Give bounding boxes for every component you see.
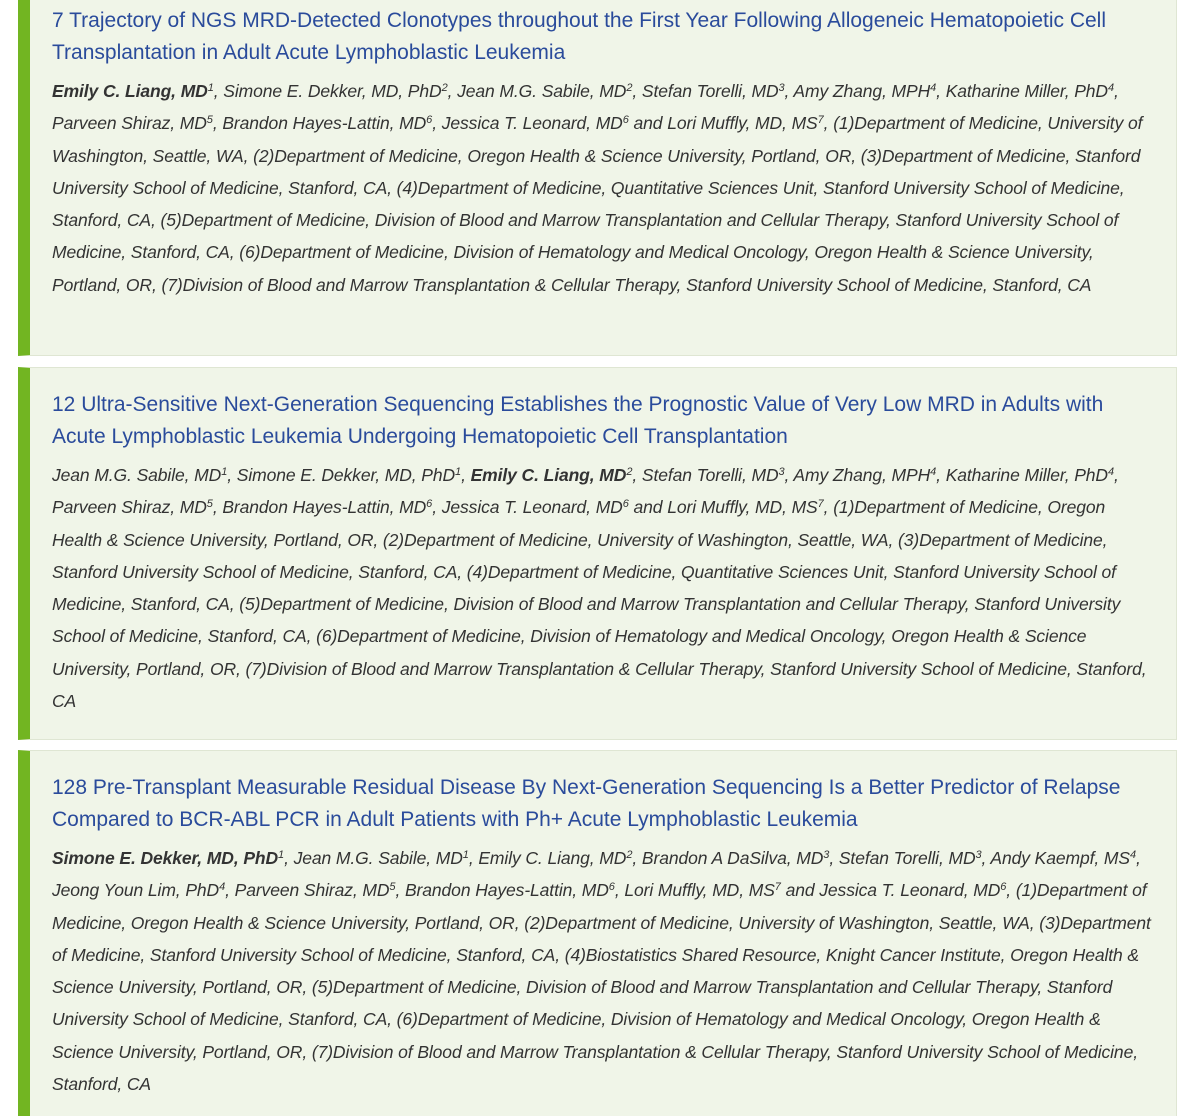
author-name: Simone E. Dekker, MD, PhD xyxy=(236,465,456,485)
author-name: Stefan Torelli, MD xyxy=(838,848,976,868)
author-name: Jean M.G. Sabile, MD xyxy=(457,81,627,101)
author-name: Lori Muffly, MD, MS xyxy=(624,880,775,901)
affiliations-text: (1)Department of Medicine, Oregon Health & Science University, Portland, OR, (2)Department of Medicine, University of Washington, Seattle, WA, (3)Department of Medicine, Stanford University School of Medicine, Stanford, CA, (4)Department of Medicine, Quantitative Sciences Unit, Stanford University School of Medicine, Stanford, CA, (5)Department of Medicine, Division of Blood and Marrow Transplantation and Cellular Therapy, Stanford University School of Medicine, Stanford, CA, (6)Department of Medicine, Division of Hematology and Medical Oncology, Oregon Health & Science University, Portland, OR, (7)Division of Blood and Marrow Transplantation & Cellular Therapy, Stanford University School of Medicine, Stanford, CA xyxy=(52,497,1147,712)
author-name: Simone E. Dekker, MD, PhD xyxy=(52,848,279,868)
affiliation-index: 4 xyxy=(1129,849,1136,861)
abstract-title-link[interactable]: 7 Trajectory of NGS MRD-Detected Clonotypes throughout the First Year Following Allogeneic Hematopoietic Cell Transplantation in Adult Acute Lymphoblastic Leukemia xyxy=(52,9,1107,64)
author-name: Brandon Hayes-Lattin, MD xyxy=(404,880,609,901)
author-separator: and xyxy=(628,497,668,518)
author-separator: , xyxy=(284,848,294,868)
author-separator: , xyxy=(829,848,839,868)
author-name: Stefan Torelli, MD xyxy=(641,81,779,101)
author-name: Jessica T. Leonard, MD xyxy=(441,497,623,518)
author-name: Jessica T. Leonard, MD xyxy=(819,880,1001,901)
author-name: Stefan Torelli, MD xyxy=(641,465,779,485)
author-separator: , xyxy=(614,880,625,901)
affiliation-index: 3 xyxy=(975,849,982,861)
affiliation-index: 7 xyxy=(817,498,824,511)
abstract-title-link[interactable]: 12 Ultra-Sensitive Next-Generation Sequencing Establishes the Prognostic Value of Very Low MRD in Adults with Acute Lymphoblastic Leukemia Undergoing Hematopoietic Cell Transplantation xyxy=(52,393,1104,448)
author-separator: , xyxy=(395,880,405,901)
author-separator: , xyxy=(1114,465,1119,485)
author-name: Jean M.G. Sabile, MD xyxy=(52,465,222,485)
author-name: Katharine Miller, PhD xyxy=(945,465,1108,485)
author-separator: , xyxy=(432,497,442,518)
affiliation-index: 1 xyxy=(462,849,469,861)
affiliation-index: 1 xyxy=(207,82,214,94)
affiliations-text: (1)Department of Medicine, University of Washington, Seattle, WA, (2)Department of Medicine, Oregon Health & Science University, Portland, OR, (3)Department of Medicine, Stanford University School of Medicine, Stanford, CA, (4)Department of Medicine, Quantitative Sciences Unit, Stanford University School of Medicine, Stanford, CA, (5)Department of Medicine, Division of Blood and Marrow Transplantation and Cellular Therapy, Stanford University School of Medicine, Stanford, CA, (6)Department of Medicine, Division of Hematology and Medical Oncology, Oregon Health & Science University, Portland, OR, (7)Division of Blood and Marrow Transplantation & Cellular Therapy, Stanford University School of Medicine, Stanford, CA xyxy=(52,113,1143,295)
abstract-title-link[interactable]: 128 Pre-Transplant Measurable Residual Disease By Next-Generation Sequencing Is a Better Predictor of Relapse Compared to BCR-ABL PCR in Adult Patients with Ph+ Acute Lymphoblastic Leukemia xyxy=(52,776,1121,831)
author-name: Lori Muffly, MD, MS xyxy=(667,113,818,134)
affiliations-text: (1)Department of Medicine, Oregon Health & Science University, Portland, OR, (2)Department of Medicine, University of Washington, Seattle, WA, (3)Department of Medicine, Stanford University School of Medicine, Stanford, CA, (4)Biostatistics Shared Resource, Knight Cancer Institute, Oregon Health & Science University, Portland, OR, (5)Department of Medicine, Division of Blood and Marrow Transplantation and Cellular Therapy, Stanford University School of Medicine, Stanford, CA, (6)Department of Medicine, Division of Hematology and Medical Oncology, Oregon Health & Science University, Portland, OR, (7)Division of Blood and Marrow Transplantation & Cellular Therapy, Stanford University School of Medicine, Stanford, CA xyxy=(52,880,1151,1095)
author-name: Katharine Miller, PhD xyxy=(945,81,1108,101)
affiliation-index: 7 xyxy=(817,114,824,127)
affiliation-index: 2 xyxy=(626,849,633,861)
author-list xyxy=(52,842,1158,1100)
affiliation-index: 7 xyxy=(774,881,781,894)
affiliation-index: 4 xyxy=(1107,466,1114,478)
author-separator: , xyxy=(823,113,834,134)
author-separator: , xyxy=(212,497,223,518)
abstract-card xyxy=(18,750,1177,1116)
affiliation-index: 4 xyxy=(930,82,937,94)
affiliation-index: 5 xyxy=(389,881,396,894)
author-name: Parveen Shiraz, MD xyxy=(52,497,207,518)
author-name: Brandon Hayes-Lattin, MD xyxy=(222,497,427,518)
author-separator: , xyxy=(227,465,237,485)
affiliation-index: 2 xyxy=(626,466,633,478)
author-separator: , xyxy=(468,848,479,868)
author-name: Brandon Hayes-Lattin, MD xyxy=(222,113,427,134)
affiliation-index: 2 xyxy=(441,82,448,94)
author-name: Amy Zhang, MPH xyxy=(793,465,931,485)
affiliation-index: 1 xyxy=(455,466,462,478)
affiliation-index: 6 xyxy=(426,114,433,127)
author-name: Jean M.G. Sabile, MD xyxy=(293,848,463,868)
author-separator: , xyxy=(1006,880,1016,901)
author-list xyxy=(52,459,1158,717)
affiliation-index: 5 xyxy=(206,114,213,127)
author-name: Brandon A DaSilva, MD xyxy=(641,848,824,868)
author-separator: , xyxy=(447,81,458,101)
author-separator: , xyxy=(632,465,642,485)
author-separator: , xyxy=(936,81,946,101)
affiliation-index: 4 xyxy=(219,881,226,894)
author-name: Jeong Youn Lim, PhD xyxy=(52,880,220,901)
affiliation-index: 6 xyxy=(622,114,629,127)
abstract-card xyxy=(18,0,1177,356)
author-separator: , xyxy=(823,497,834,518)
affiliation-index: 6 xyxy=(608,881,615,894)
author-name: Simone E. Dekker, MD, PhD xyxy=(223,81,442,101)
author-name: Parveen Shiraz, MD xyxy=(234,880,390,901)
affiliation-index: 6 xyxy=(1000,881,1007,894)
author-separator: , xyxy=(632,81,642,101)
affiliation-index: 3 xyxy=(778,466,785,478)
author-separator: , xyxy=(213,81,224,101)
affiliation-index: 1 xyxy=(278,849,285,861)
author-separator: and xyxy=(628,113,668,134)
author-separator: , xyxy=(432,113,442,134)
author-name: Emily C. Liang, MD xyxy=(52,81,208,101)
author-separator: and xyxy=(780,880,820,901)
author-name: Amy Zhang, MPH xyxy=(793,81,931,101)
author-name: Jessica T. Leonard, MD xyxy=(441,113,623,134)
author-separator: , xyxy=(1114,81,1119,101)
author-name: Emily C. Liang, MD xyxy=(470,465,627,485)
affiliation-index: 3 xyxy=(823,849,830,861)
author-separator: , xyxy=(225,880,235,901)
author-separator: , xyxy=(981,848,991,868)
affiliation-index: 6 xyxy=(426,498,433,511)
author-name: Emily C. Liang, MD xyxy=(478,848,627,868)
affiliation-index: 4 xyxy=(930,466,937,478)
author-name: Andy Kaempf, MS xyxy=(990,848,1130,868)
affiliation-index: 4 xyxy=(1107,82,1114,94)
affiliation-index: 1 xyxy=(221,466,228,478)
author-name: Parveen Shiraz, MD xyxy=(52,113,207,134)
affiliation-index: 5 xyxy=(206,498,213,511)
author-separator: , xyxy=(461,465,471,485)
author-list xyxy=(52,75,1158,301)
author-separator: , xyxy=(784,81,794,101)
author-separator: , xyxy=(936,465,946,485)
affiliation-index: 3 xyxy=(778,82,785,94)
affiliation-index: 6 xyxy=(622,498,629,511)
affiliation-index: 2 xyxy=(626,82,633,94)
author-separator: , xyxy=(632,848,642,868)
author-separator: , xyxy=(212,113,223,134)
abstract-card xyxy=(18,367,1177,740)
author-name: Lori Muffly, MD, MS xyxy=(667,497,818,518)
author-separator: , xyxy=(784,465,794,485)
author-separator: , xyxy=(1135,848,1141,868)
